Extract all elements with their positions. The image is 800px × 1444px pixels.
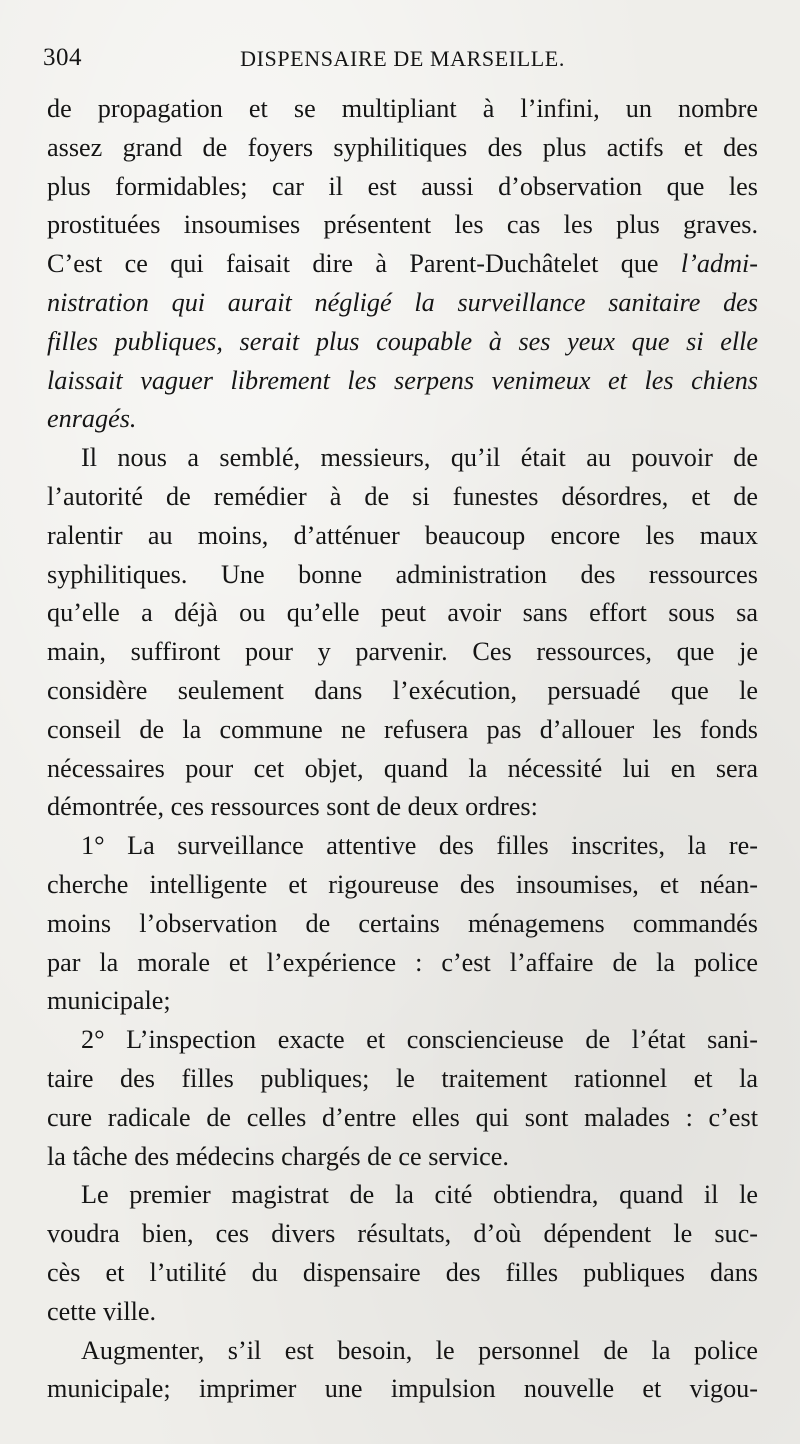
text-line: plus formidables; car il est aussi d’observation que les: [47, 171, 758, 201]
text-line: enragés.: [47, 404, 137, 434]
text-line: nistration qui aurait négligé la surveillance sanitaire des: [47, 287, 758, 317]
text-line: filles publiques, serait plus coupable à ses yeux que si elle: [47, 326, 758, 356]
text-line: Il nous a semblé, messieurs, qu’il était au pouvoir de: [81, 443, 758, 473]
text-line: par la morale et l’expérience : c’est l’affaire de la police: [47, 947, 758, 977]
text-line: assez grand de foyers syphilitiques des plus actifs et des: [47, 132, 758, 162]
paragraph: [47, 1021, 758, 1176]
body-text: [47, 90, 758, 1409]
text-segment: C’est ce qui faisait dire à Parent-Duchâtelet que: [47, 249, 681, 279]
text-line: nécessaires pour cet objet, quand la nécessité lui en sera: [47, 753, 758, 783]
text-line: la tâche des médecins chargés de ce service.: [47, 1141, 509, 1171]
text-line: considère seulement dans l’exécution, persuadé que le: [47, 675, 758, 705]
paragraph: [47, 827, 758, 1021]
text-line: main, suffiront pour y parvenir. Ces ressources, que je: [47, 637, 758, 667]
text-line: municipale;: [47, 986, 171, 1016]
paragraph: [47, 1332, 758, 1410]
text-line: cherche intelligente et rigoureuse des insoumises, et néan-: [47, 869, 758, 899]
text-line: syphilitiques. Une bonne administration des ressources: [47, 559, 758, 589]
text-line: prostituées insoumises présentent les cas les plus graves.: [47, 210, 758, 240]
text-line: 1° La surveillance attentive des filles inscrites, la re-: [81, 831, 758, 861]
page-number: 304: [43, 44, 82, 71]
text-line: qu’elle a déjà ou qu’elle peut avoir sans effort sous sa: [47, 598, 758, 628]
text-line: voudra bien, ces divers résultats, d’où dépendent le suc-: [47, 1219, 758, 1249]
text-line: ralentir au moins, d’atténuer beaucoup encore les maux: [47, 520, 758, 550]
text-line: cès et l’utilité du dispensaire des filles publiques dans: [47, 1257, 758, 1287]
text-line: taire des filles publiques; le traitement rationnel et la: [47, 1063, 758, 1093]
text-line: [47, 245, 758, 284]
paragraph: [47, 439, 758, 827]
text-line: municipale; imprimer une impulsion nouvelle et vigou-: [47, 1374, 758, 1404]
text-line: conseil de la commune ne refusera pas d’allouer les fonds: [47, 714, 758, 744]
text-line: cure radicale de celles d’entre elles qui sont malades : c’est: [47, 1102, 758, 1132]
running-title: DISPENSAIRE DE MARSEILLE.: [240, 46, 565, 71]
text-line: de propagation et se multipliant à l’infini, un nombre: [47, 94, 758, 123]
text-line: laissait vaguer librement les serpens venimeux et les chiens: [47, 365, 758, 395]
text-line: démontrée, ces ressources sont de deux ordres:: [47, 792, 538, 822]
text-line: Augmenter, s’il est besoin, le personnel de la police: [81, 1335, 758, 1365]
paragraph: [47, 1176, 758, 1331]
paragraph: [47, 90, 758, 439]
text-line: cette ville.: [47, 1296, 157, 1326]
text-line: moins l’observation de certains ménagemens commandés: [47, 908, 758, 938]
italic-segment: l’admi-: [680, 249, 758, 279]
text-line: 2° L’inspection exacte et consciencieuse de l’état sani-: [81, 1025, 758, 1055]
page-header: [43, 38, 758, 74]
text-line: l’autorité de remédier à de si funestes désordres, et de: [47, 481, 758, 511]
text-line: Le premier magistrat de la cité obtiendra, quand il le: [81, 1180, 758, 1210]
